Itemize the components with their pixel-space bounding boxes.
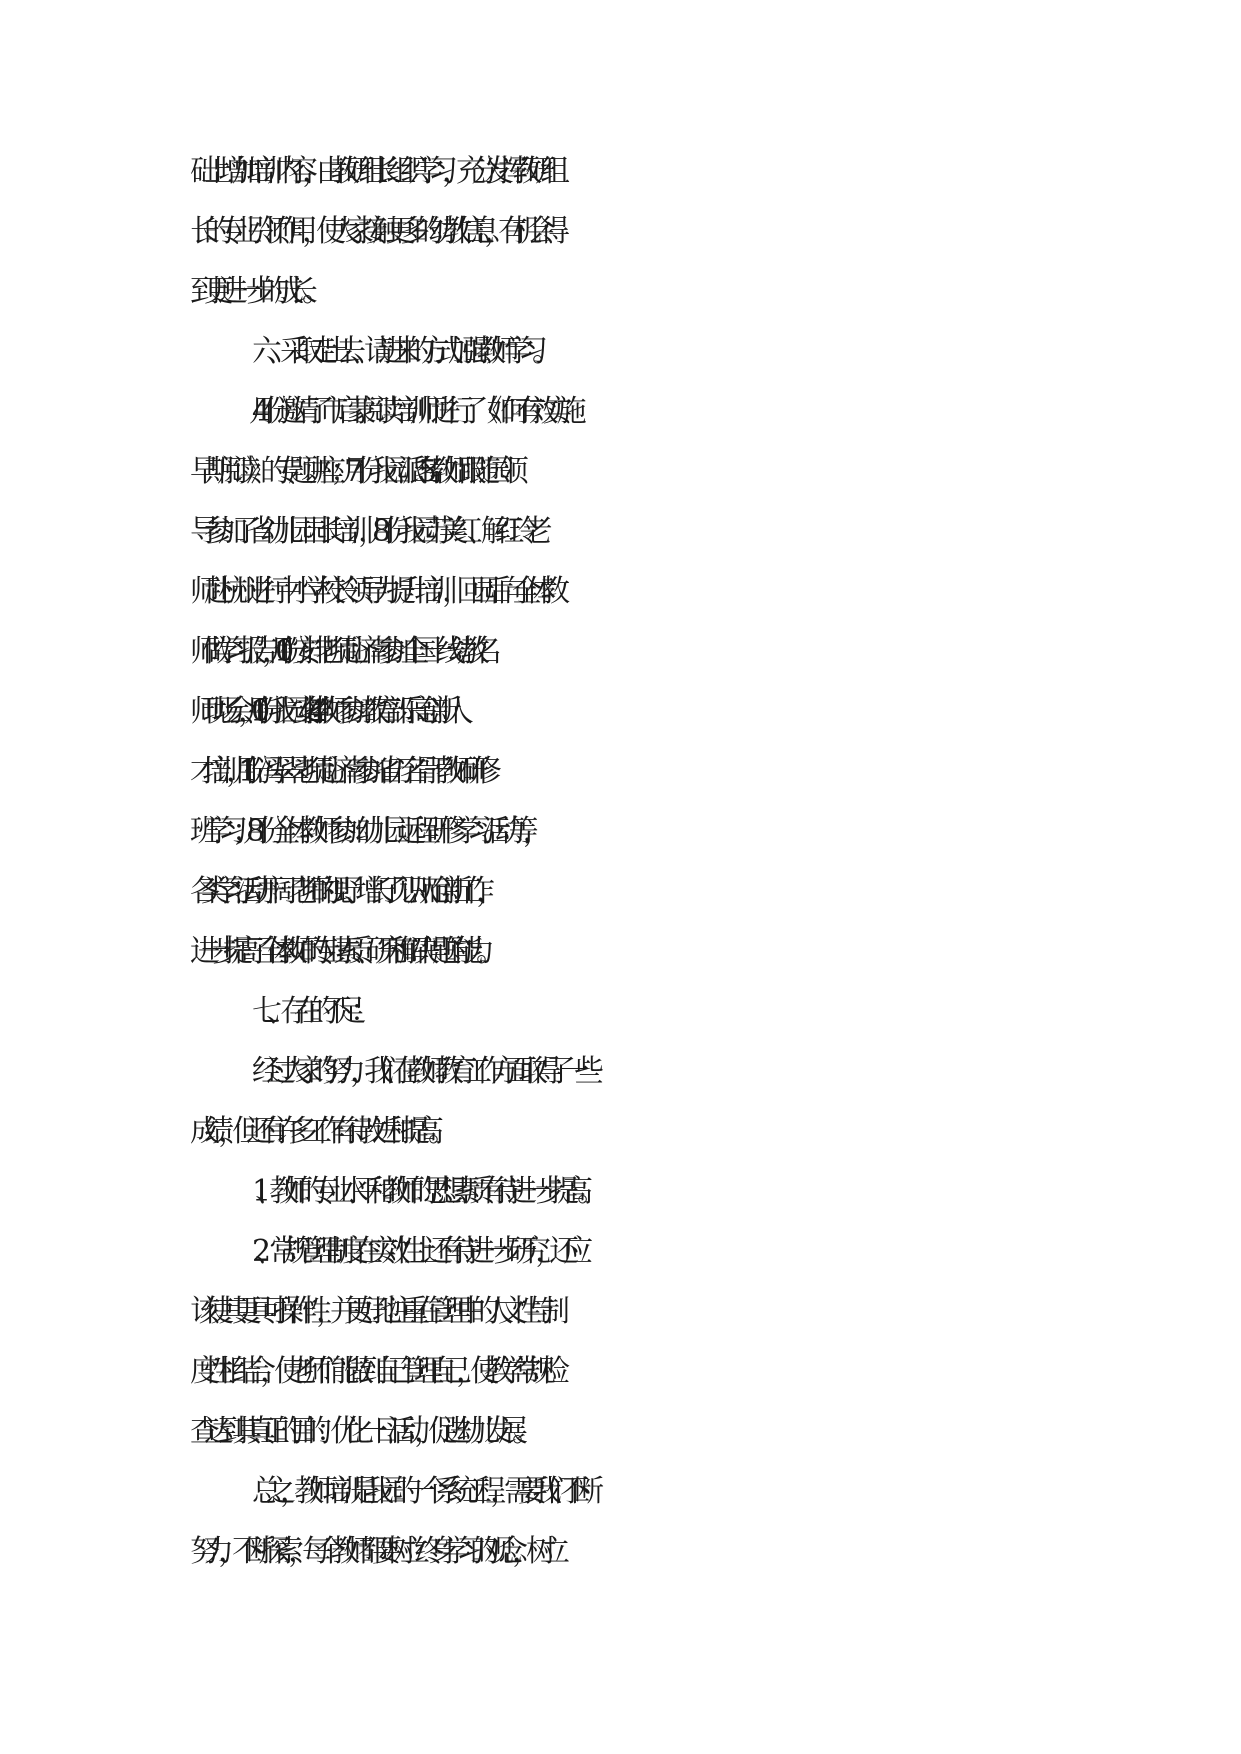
text-line: 班学习；8 月份全体教师参加幼儿园远程研修学习活动等， — [190, 814, 537, 849]
text-line: 各类学习活动开阔了老师的视野、增长了见识从而创新工作， — [190, 874, 487, 909]
text-line: 础上增加培训内容，由教研组长组织学习，充分发挥教研组 — [190, 154, 554, 189]
text-line: 到更进一步的成长。 — [190, 274, 316, 309]
text-line: 努力，不断探索，每个教师都要树立终身学习的观念，树立 — [190, 1534, 554, 1569]
text-line: 经过大家的努力，我们在教师教育工作方面取得了一些 — [252, 1054, 588, 1089]
list-item: 2、常规管理制度在实效性上还有待进一步研究，还应 — [252, 1234, 578, 1269]
text-line: 导参加了省幼儿园园长培训，8 月份我园苏美红、解红玲老 — [190, 514, 537, 549]
text-line: 查达到其真正的目的：优化一日活动，促进幼儿发展。 — [190, 1414, 526, 1449]
text-line: 师做学习报告，10 月份安排老师赴济南参加全国一线幼教名 — [190, 634, 484, 669]
text-line: 进一步提高了全体教师的专业素质、研究和解决问题的能力。 — [190, 934, 487, 969]
text-line: 长的专业引领作用，使大家接触更多的幼教信息，有机会得 — [190, 214, 554, 249]
section-heading: 六、采取走出去、请进来的方式加强教师学习。 — [252, 334, 546, 369]
list-item: 1、教师的专业水平和教师的思想素质有待进一步提高。 — [252, 1174, 592, 1209]
text-line: 早期阅读》的专题讲座；7 月份我园派出 5 名教师跟随园领 — [190, 454, 513, 489]
section-heading: 七、存在的不足： — [252, 994, 364, 1029]
text-line: 度性相结合，使老师们能做到自己管理自己，使教学常规检 — [190, 1354, 554, 1389]
text-line: 4 月份邀请了市启蒙阅读培训师进行了《如何有效实施 — [252, 394, 571, 429]
text-line: 师现场会，10 月份我园安排 4 名教师参加教育部乐高创新人 — [190, 694, 456, 729]
text-line: 该使其更具可操作性，并更好地注重在管理中的人文性与制 — [190, 1294, 554, 1329]
text-line: 总之，教师培训是我园的一个系统工程，需要我们不断 — [252, 1474, 588, 1509]
text-line: 才培训，11 月份冯翠翠老师赴济南参加省万名骨干教师研修 — [190, 754, 484, 789]
text-line: 师赴杭州进行中小学校长领导力提升培训，回园后向全体教 — [190, 574, 554, 609]
text-line: 成绩，但还有许多工作有待改进和提高。 — [190, 1114, 442, 1149]
